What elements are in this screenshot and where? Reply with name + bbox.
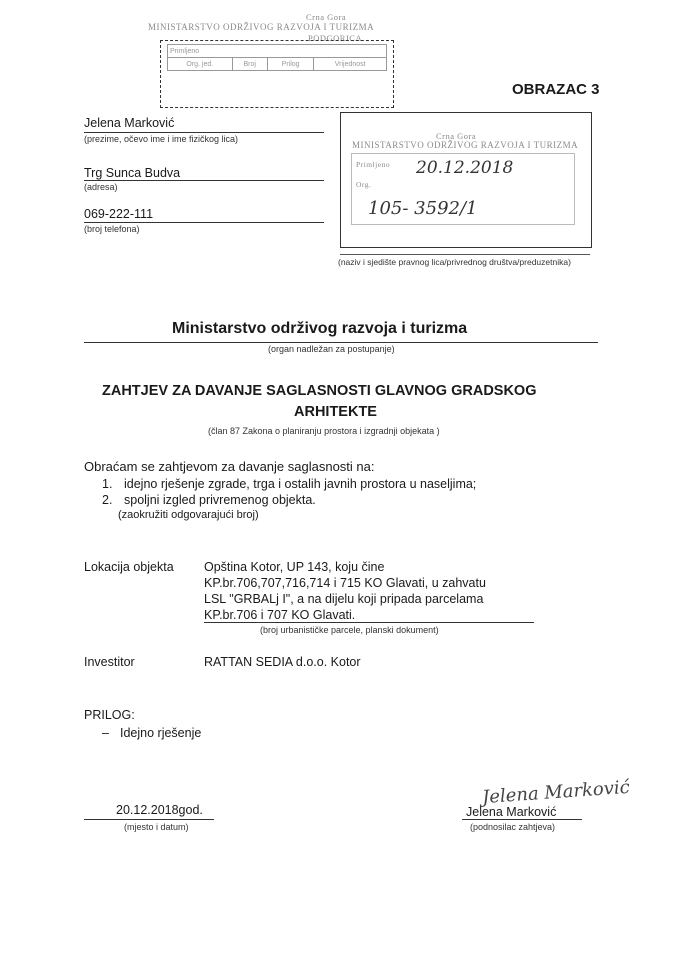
stamp-box-caption: (naziv i sjedište pravnog lica/privrednog društva/preduzetnika) (338, 257, 571, 267)
place-date-caption: (mjesto i datum) (124, 822, 189, 832)
location-line-4: KP.br.706 i 707 KO Glavati. (204, 608, 356, 622)
request-subtitle: (član 87 Zakona o planiranju prostora i izgradnji objekata ) (208, 426, 440, 436)
authority-line (84, 342, 598, 343)
location-line-2: KP.br.706,707,716,714 i 715 KO Glavati, u zahvatu (204, 576, 486, 590)
top-stamp-col-1: Broj (232, 58, 267, 71)
signature-line (462, 819, 582, 820)
applicant-address-caption: (adresa) (84, 182, 118, 192)
applicant-phone-caption: (broj telefona) (84, 224, 140, 234)
request-options-note: (zaokružiti odgovarajući broj) (118, 509, 259, 521)
signature-name: Jelena Marković (466, 805, 557, 819)
top-stamp-col-0: Org. jed. (168, 58, 233, 71)
stamp-box-ministry: MINISTARSTVO ODRŽIVOG RAZVOJA I TURIZMA (352, 140, 579, 150)
request-option-2-num: 2. (102, 493, 113, 507)
applicant-phone-line (84, 222, 324, 223)
authority-name: Ministarstvo održivog razvoja i turizma (172, 320, 468, 337)
top-stamp-col-2: Prilog (267, 58, 313, 71)
request-option-1-num: 1. (102, 477, 113, 491)
attachment-label: PRILOG: (84, 708, 135, 722)
investor-value: RATTAN SEDIA d.o.o. Kotor (204, 655, 361, 669)
place-date-value: 20.12.2018god. (116, 803, 203, 817)
attachment-dash: – (102, 726, 109, 740)
top-stamp-country: Crna Gora (306, 12, 347, 22)
stamp-box-date: 20.12.2018 (416, 158, 514, 178)
request-title-line1: ZAHTJEV ZA DAVANJE SAGLASNOSTI GLAVNOG GRADSKOG (102, 383, 537, 399)
top-stamp-received-label: Primljeno (168, 45, 387, 58)
applicant-name-line (84, 132, 324, 133)
top-stamp-city: PODGORICA (308, 33, 363, 43)
stamp-box-received-label: Primljeno (356, 160, 391, 169)
request-option-2-text: spoljni izgled privremenog objekta. (124, 493, 316, 507)
authority-caption: (organ nadležan za postupanje) (268, 344, 395, 354)
location-line (204, 622, 534, 623)
stamp-box-country: Crna Gora (436, 131, 477, 141)
location-caption: (broj urbanističke parcele, planski dokument) (260, 625, 439, 635)
top-dashed-box (160, 40, 394, 108)
stamp-box-org-label: Org. (356, 180, 372, 189)
request-title-line2: ARHITEKTE (294, 404, 377, 420)
place-date-line (84, 819, 214, 820)
signature-caption: (podnosilac zahtjeva) (470, 822, 556, 832)
applicant-name: Jelena Marković (84, 116, 175, 130)
form-label: OBRAZAC 3 (512, 81, 600, 98)
request-option-1-text: idejno rješenje zgrade, trga i ostalih javnih prostora u naseljima; (124, 477, 477, 491)
location-line-1: Opština Kotor, UP 143, koju čine (204, 560, 385, 574)
applicant-address-line (84, 180, 324, 181)
applicant-name-caption: (prezime, očevo ime i ime fizičkog lica) (84, 134, 239, 144)
signature-handwritten: Jelena Marković (481, 776, 631, 809)
applicant-address: Trg Sunca Budva (84, 166, 181, 180)
top-stamp-col-3: Vrijednost (314, 58, 387, 71)
investor-label: Investitor (84, 655, 135, 669)
location-label: Lokacija objekta (84, 560, 174, 574)
request-intro: Obraćam se zahtjevom za davanje saglasnosti na: (84, 459, 375, 474)
stamp-box-bottom-line (340, 254, 590, 255)
attachment-item: Idejno rješenje (120, 726, 202, 740)
location-line-3: LSL "GRBALj I", a na dijelu koji pripada parcelama (204, 592, 484, 606)
applicant-phone: 069-222-111 (84, 207, 154, 221)
top-stamp-ministry: MINISTARSTVO ODRŽIVOG RAZVOJA I TURIZMA (148, 22, 375, 32)
stamp-box-number: 105- 3592/1 (368, 198, 478, 219)
